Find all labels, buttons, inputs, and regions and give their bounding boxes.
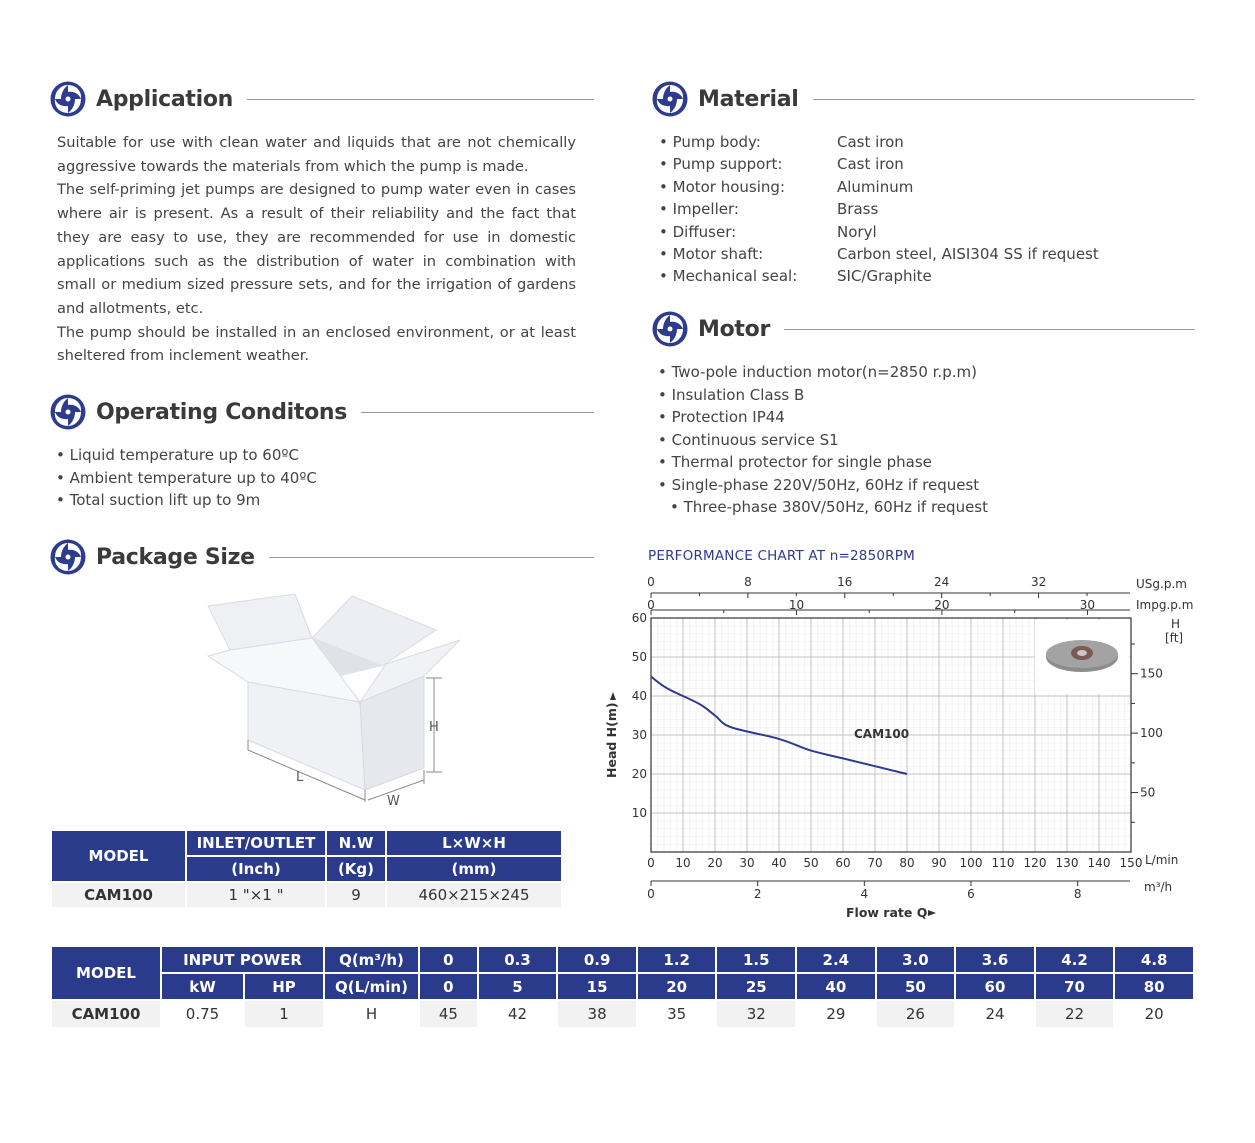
x-tick-label: 50	[803, 856, 819, 870]
material-key: • Impeller:	[659, 198, 837, 220]
y-axis-arrow-icon	[610, 692, 616, 700]
application-paragraph: The pump should be installed in an enclosed environment, or at least sheltered from inclement weather.	[57, 323, 576, 365]
cell: CAM100	[51, 882, 186, 908]
x-tick-label: 40	[771, 856, 787, 870]
q-m3h-header: 0.9	[557, 946, 637, 973]
performance-table	[50, 945, 1195, 1029]
head-value-cell: 38	[557, 1000, 637, 1028]
list-item-text: Three-phase 380V/50Hz, 60Hz if request	[683, 498, 988, 516]
q-lmin-header: 80	[1114, 973, 1194, 1000]
head-value-cell: 26	[876, 1000, 956, 1028]
y-tick-label: 30	[631, 728, 647, 742]
material-value: Aluminum	[837, 177, 914, 196]
q-m3h-header: 4.2	[1035, 946, 1115, 973]
brand-swirl-icon	[652, 311, 688, 347]
list-item: • Protection IP44	[658, 406, 988, 429]
q-lmin-header: 15	[557, 973, 637, 1000]
col-header: INPUT POWER	[161, 946, 324, 973]
q-lmin-header: 0	[419, 973, 478, 1000]
q-m3h-header: 4.8	[1114, 946, 1194, 973]
col-header: MODEL	[51, 830, 186, 882]
list-item: • Total suction lift up to 9m	[56, 489, 317, 512]
impgpm-tick-label: 20	[934, 598, 950, 612]
y-axis-label: Head H(m)	[604, 702, 619, 778]
q-m3h-header: 2.4	[796, 946, 876, 973]
ft-tick-label: 150	[1140, 666, 1163, 681]
x-tick-label: 10	[675, 856, 691, 870]
material-value: Cast iron	[837, 155, 904, 174]
m3h-tick-label: 6	[967, 887, 975, 901]
brand-swirl-icon	[50, 81, 86, 117]
col-header: INLET/OUTLET	[186, 830, 326, 856]
y-tick-label: 20	[631, 767, 647, 781]
list-item: • Continuous service S1	[658, 429, 988, 452]
list-item: • Liquid temperature up to 60ºC	[56, 444, 317, 467]
impgpm-tick-label: 10	[788, 598, 805, 612]
q-lmin-header: 20	[637, 973, 717, 1000]
m3h-tick-label: 4	[860, 887, 869, 901]
material-value: Brass	[837, 200, 879, 219]
package-header	[50, 539, 594, 575]
head-value-cell: 42	[478, 1000, 558, 1028]
x-tick-label: 0	[647, 856, 655, 870]
list-item: • Thermal protector for single phase	[658, 451, 988, 474]
material-value: SIC/Graphite	[837, 267, 932, 286]
head-value-cell: 29	[796, 1000, 876, 1028]
m3h-tick-label: 0	[647, 887, 655, 901]
x-tick-label: 100	[959, 856, 983, 870]
x-tick-label: 110	[991, 856, 1015, 870]
divider	[247, 99, 594, 100]
x-tick-label: 140	[1087, 856, 1111, 870]
material-row	[659, 131, 1099, 153]
q-lmin-header: 40	[796, 973, 876, 1000]
application-header	[50, 81, 594, 117]
q-lmin-header: 50	[876, 973, 956, 1000]
material-value: Carbon steel, AISI304 SS if request	[837, 245, 1099, 264]
col-header: Q(m³/h)	[324, 946, 419, 973]
package-title: Package Size	[96, 544, 255, 570]
q-m3h-header: 3.0	[876, 946, 956, 973]
y-tick-label: 40	[631, 689, 647, 703]
list-item: • Ambient temperature up to 40ºC	[56, 467, 317, 490]
material-key: • Motor shaft:	[659, 243, 837, 265]
material-key: • Motor housing:	[659, 176, 837, 198]
x-tick-label: 20	[707, 856, 723, 870]
material-key: • Pump support:	[659, 153, 837, 175]
usgpm-tick-label: 0	[647, 575, 655, 589]
y-tick-label: 50	[631, 650, 647, 664]
material-row	[659, 265, 1099, 287]
operating-title: Operating Conditons	[96, 399, 348, 425]
q-m3h-header: 0	[419, 946, 478, 973]
table-row	[51, 1000, 1194, 1028]
application-paragraph: Suitable for use with clean water and liquids that are not chemically aggressive towards the materials from which the pump is made.	[57, 134, 576, 175]
application-text	[57, 131, 576, 368]
box-illustration	[200, 590, 470, 815]
ft-unit: [ft]	[1165, 631, 1184, 645]
col-header: (Kg)	[326, 856, 386, 882]
usgpm-tick-label: 24	[934, 575, 950, 589]
col-header: HP	[244, 973, 324, 1000]
q-m3h-header: 1.2	[637, 946, 717, 973]
material-header	[652, 81, 1195, 117]
q-m3h-header: 3.6	[955, 946, 1035, 973]
y-tick-label: 60	[631, 611, 647, 625]
list-item-continued	[658, 496, 988, 519]
divider	[361, 412, 594, 413]
cell: 1	[244, 1000, 324, 1028]
usgpm-tick-label: 32	[1030, 575, 1047, 589]
package-table	[50, 829, 563, 909]
col-header: Q(L/min)	[324, 973, 419, 1000]
cell: H	[324, 1000, 419, 1028]
material-key: • Diffuser:	[659, 221, 837, 243]
brand-swirl-icon	[50, 539, 86, 575]
ft-unit-h: H	[1171, 617, 1181, 631]
q-lmin-header: 70	[1035, 973, 1115, 1000]
material-list	[659, 131, 1099, 288]
x-tick-label: 80	[899, 856, 915, 870]
m3h-tick-label: 2	[753, 887, 762, 901]
col-header: N.W	[326, 830, 386, 856]
performance-chart	[598, 568, 1218, 928]
y-tick-label: 10	[631, 806, 647, 820]
x-tick-label: 30	[739, 856, 755, 870]
list-item: • Single-phase 220V/50Hz, 60Hz if request	[658, 474, 988, 497]
box-label-l: L	[296, 770, 304, 785]
m3h-unit: m³/h	[1144, 880, 1173, 894]
q-lmin-header: 25	[716, 973, 796, 1000]
application-paragraph: The self-priming jet pumps are designed to pump water even in cases where air is present. As a result of their reliability and the fact that they are easy to use, they are recommended for use in domestic applications such as the distribution of water in combination with small or medium sized pressure sets, and for the irrigation of gardens and allotments, etc.	[57, 181, 576, 317]
pump-photo	[1046, 640, 1118, 672]
x-tick-label: 120	[1023, 856, 1047, 870]
q-m3h-header: 1.5	[716, 946, 796, 973]
cell: CAM100	[51, 1000, 161, 1028]
x-unit: L/min	[1145, 853, 1179, 867]
col-header: L×W×H	[386, 830, 562, 856]
x-tick-label: 130	[1055, 856, 1079, 870]
divider	[784, 329, 1195, 330]
divider	[269, 557, 594, 558]
head-value-cell: 35	[637, 1000, 717, 1028]
q-m3h-header: 0.3	[478, 946, 558, 973]
x-axis-arrow-icon	[928, 910, 936, 916]
col-header: MODEL	[51, 946, 161, 1000]
q-lmin-header: 60	[955, 973, 1035, 1000]
cell: 1 "×1 "	[186, 882, 326, 908]
chart-title: PERFORMANCE CHART AT n=2850RPM	[648, 548, 915, 564]
box-label-h: H	[429, 720, 439, 735]
list-item: • Two-pole induction motor(n=2850 r.p.m)	[658, 361, 988, 384]
cell: 9	[326, 882, 386, 908]
application-title: Application	[96, 86, 234, 112]
list-item: • Insulation Class B	[658, 384, 988, 407]
head-value-cell: 32	[716, 1000, 796, 1028]
motor-list	[658, 361, 988, 519]
head-value-cell: 45	[419, 1000, 478, 1028]
usgpm-tick-label: 16	[837, 575, 853, 589]
ft-tick-label: 50	[1140, 785, 1156, 800]
q-lmin-header: 5	[478, 973, 558, 1000]
brand-swirl-icon	[50, 394, 86, 430]
material-row	[659, 198, 1099, 220]
material-key: • Mechanical seal:	[659, 265, 837, 287]
x-axis-label: Flow rate Q	[846, 905, 928, 920]
impgpm-unit: Impg.p.m	[1136, 598, 1194, 612]
impgpm-tick-label: 0	[647, 598, 655, 612]
cell: 460×215×245	[386, 882, 562, 908]
material-title: Material	[698, 86, 799, 112]
col-header: (mm)	[386, 856, 562, 882]
x-tick-label: 90	[931, 856, 947, 870]
table-row	[51, 882, 562, 908]
material-row	[659, 243, 1099, 265]
brand-swirl-icon	[652, 81, 688, 117]
ft-tick-label: 100	[1140, 726, 1163, 741]
x-tick-label: 70	[867, 856, 883, 870]
material-value: Noryl	[837, 222, 877, 241]
usgpm-unit: USg.p.m	[1136, 577, 1187, 591]
curve-label: CAM100	[854, 727, 910, 741]
motor-header	[652, 311, 1195, 347]
material-row	[659, 176, 1099, 198]
col-header: kW	[161, 973, 244, 1000]
material-row	[659, 153, 1099, 175]
x-tick-label: 150	[1119, 856, 1143, 870]
impgpm-tick-label: 30	[1079, 598, 1096, 612]
material-value: Cast iron	[837, 133, 904, 151]
operating-list	[56, 444, 317, 512]
cell: 0.75	[161, 1000, 244, 1028]
divider	[813, 99, 1195, 100]
head-value-cell: 22	[1035, 1000, 1115, 1028]
material-row	[659, 221, 1099, 243]
operating-header	[50, 394, 594, 430]
m3h-tick-label: 8	[1073, 887, 1082, 901]
col-header: (Inch)	[186, 856, 326, 882]
material-key: • Pump body:	[659, 131, 837, 153]
box-label-w: W	[387, 794, 400, 809]
x-tick-label: 60	[835, 856, 851, 870]
usgpm-tick-label: 8	[744, 575, 752, 589]
head-value-cell: 24	[955, 1000, 1035, 1028]
head-value-cell: 20	[1114, 1000, 1194, 1028]
motor-title: Motor	[698, 316, 770, 342]
